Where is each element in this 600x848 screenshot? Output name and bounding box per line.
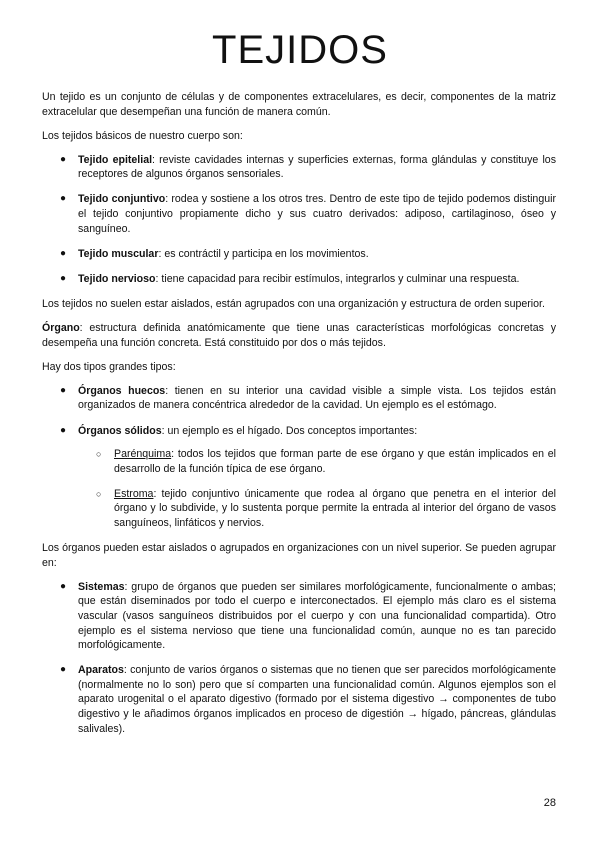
list-item [42,424,556,531]
term: Parénquima [114,448,172,461]
bullet-icon: ● [60,247,67,259]
term: Tejido muscular [78,247,159,260]
bullet-icon: ● [60,153,67,165]
list-item [42,192,556,236]
bullet-icon: ○ [96,449,102,460]
bullet-icon: ● [60,580,67,592]
definition: : un ejemplo es el hígado. Dos conceptos importantes: [161,424,418,437]
bullet-icon: ● [60,384,67,396]
bullet-icon: ● [60,424,67,436]
list-item [78,487,556,531]
page-title: TEJIDOS [212,28,388,72]
list-item [42,580,556,653]
term: Órganos huecos [78,384,166,397]
definition: : tejido conjuntivo únicamente que rodea al órgano que penetra en el interior del órgano y lo subdivide, y lo sustenta porque permite la entrada al interior del órgano de vasos sanguíneos, linfáticos y nervios. [114,487,556,529]
page-number: 28 [543,797,556,809]
solid-concepts-list [78,447,556,530]
definition: : conjunto de varios órganos o sistemas que no tienen que ser parecidos morfológicamente (normalmente no lo son) pero que sí comparten una funcionalidad común. Algunos ejemplos son el aparato urogenital o el aparato digestivo (formado por el sistema digestivo → componentes de tubo digestivo y le añadimos órganos implicados en proceso de digestión → hígado, páncreas, glándulas salivales). [78,664,556,735]
bullet-icon: ● [60,193,67,205]
definition: : rodea y sostiene a los otros tres. Dentro de este tipo de tejido podemos distinguir el tejido conjuntivo propiamente dicho y sus cuatro derivados: adiposo, cartilaginoso, óseo y sanguíneo. [78,193,556,235]
definition: : tienen en su interior una cavidad visible a simple vista. Los tejidos están organizados de manera concéntrica alrededor de la cavidad. Un ejemplo es el estómago. [78,384,556,412]
organ-definition [42,321,556,350]
bullet-icon: ● [60,664,67,676]
definition: : es contráctil y participa en los movimientos. [158,247,369,260]
list-item [42,663,556,736]
groupings-list [42,580,556,736]
term: Tejido epitelial [78,153,153,166]
two-types-intro: Hay dos tipos grandes tipos: [42,360,176,373]
term: Tejido nervioso [78,272,156,285]
term: Aparatos [78,664,124,677]
definition: : tiene capacidad para recibir estímulos, integrarlos y culminar una respuesta. [155,272,520,285]
definition: : todos los tejidos que forman parte de ese órgano y que están implicados en el desarrollo de la función típica de ese órgano. [114,448,556,475]
term: Estroma [114,487,154,500]
bullet-icon: ○ [96,488,102,499]
term: Sistemas [78,580,125,593]
definition: : reviste cavidades internas y superficies externas, forma glándulas y constituye los receptores de algunos órganos sensoriales. [78,153,556,181]
basic-tissues-intro: Los tejidos básicos de nuestro cuerpo son: [42,129,243,142]
list-item [42,384,556,413]
list-item [42,247,556,262]
definition: : grupo de órganos que pueden ser similares morfológicamente, funcionalmente o ambas; que están diseminados por todo el cuerpo e interconectados. El ejemplo más claro es el sistema vascular (vasos sanguíneos distribuidos por el cuerpo y con una funcionalidad compartida). Otro ejemplo es el sistema nervioso que tiene una funcionalidad común, aunque no es tan parecido morfológicamente. [78,580,556,652]
tissue-list [42,153,556,287]
term: Tejido conjuntivo [78,193,166,206]
term: Órganos sólidos [78,424,162,437]
organs-grouping-paragraph: Los órganos pueden estar aislados o agrupados en organizaciones con un nivel superior. Se pueden agrupar en: [42,542,556,569]
definition: : estructura definida anatómicamente que tiene unas características morfológicas concretas y desempeña una función concreta. Está constituido por dos o más tejidos. [42,322,556,349]
list-item [78,447,556,476]
list-item [42,272,556,287]
list-item [42,153,556,182]
term: Órgano [42,322,80,335]
not-isolated-paragraph: Los tejidos no suelen estar aislados, están agrupados con una organización y estructura de orden superior. [42,297,545,310]
bullet-icon: ● [60,272,67,284]
intro-paragraph: Un tejido es un conjunto de células y de componentes extracelulares, es decir, componentes de la matriz extracelular que desempeñan una función de manera común. [42,91,556,118]
organ-types-list [42,384,556,531]
document-body [42,90,556,747]
